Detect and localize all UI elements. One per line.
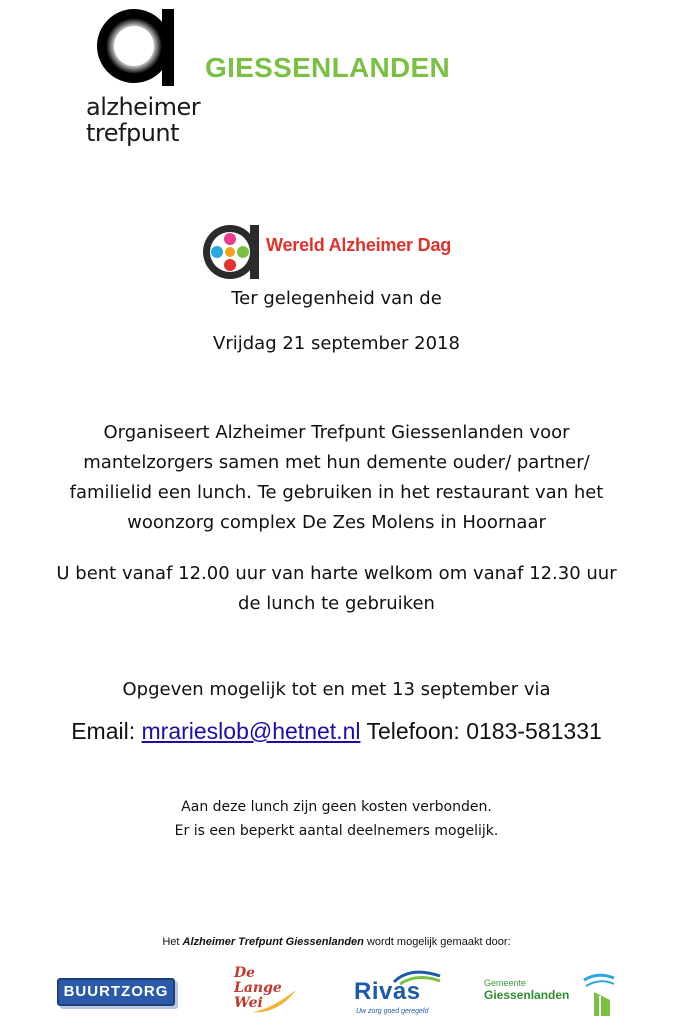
logo-word-alzheimer: alzheimer (86, 93, 201, 121)
wereld-alzheimer-dag-badge-icon (200, 219, 262, 281)
sponsor-intro-suffix: wordt mogelijk gemaakt door: (366, 936, 511, 948)
paragraph-line: Organiseert Alzheimer Trefpunt Giessenlanden voor (103, 422, 570, 443)
body-paragraph-1 (0, 418, 673, 538)
gemeente-name: Giessenlanden (484, 988, 570, 1002)
event-date: Vrijdag 21 september 2018 (213, 333, 460, 354)
rivas-tagline: Uw zorg goed geregeld (356, 1008, 429, 1015)
contact-line (0, 718, 673, 745)
occasion-line: Ter gelegenheid van de (231, 288, 442, 309)
rivas-logo (352, 968, 444, 1018)
sponsor-intro-prefix: Het (162, 936, 180, 948)
wave-emblem-icon (580, 972, 616, 1018)
phone-number: 0183-581331 (466, 718, 602, 744)
notes (0, 795, 673, 843)
registration-deadline: Opgeven mogelijk tot en met 13 september via (122, 679, 551, 700)
logo-word-trefpunt: trefpunt (86, 119, 180, 147)
paragraph-line: familielid een lunch. Te gebruiken in het restaurant van het (69, 482, 604, 503)
langewei-line: Lange (234, 980, 282, 996)
note-limited-places: Er is een beperkt aantal deelnemers mogelijk. (174, 823, 499, 839)
paragraph-line: de lunch te gebruiken (238, 593, 435, 614)
wereld-alzheimer-dag-title: Wereld Alzheimer Dag (266, 235, 452, 255)
note-no-costs: Aan deze lunch zijn geen kosten verbonden. (181, 799, 492, 815)
gemeente-label: Gemeente (484, 978, 527, 988)
sponsor-intro-name: Alzheimer Trefpunt Giessenlanden (182, 936, 364, 948)
langewei-line: Wei (234, 995, 263, 1011)
gemeente-giessenlanden-logo (484, 970, 624, 1022)
region-title: GIESSENLANDEN (205, 52, 451, 83)
phone-label: Telefoon: (366, 718, 460, 744)
buurtzorg-logo: BUURTZORG (57, 978, 175, 1006)
paragraph-line: U bent vanaf 12.00 uur van harte welkom om vanaf 12.30 uur (56, 563, 617, 584)
alzheimer-trefpunt-logo-icon (96, 4, 180, 88)
langewei-line: De (234, 965, 256, 981)
paragraph-line: woonzorg complex De Zes Molens in Hoornaar (127, 512, 546, 533)
sponsor-intro (0, 936, 673, 948)
de-lange-wei-logo (230, 966, 300, 1022)
email-link[interactable]: mrarieslob@hetnet.nl (141, 718, 361, 744)
swoosh-icon (250, 986, 298, 1016)
paragraph-line: mantelzorgers samen met hun demente ouder/ partner/ (83, 452, 590, 473)
email-label: Email: (71, 718, 136, 744)
body-paragraph-2 (0, 559, 673, 619)
rivas-name: Rivas (354, 978, 421, 1005)
